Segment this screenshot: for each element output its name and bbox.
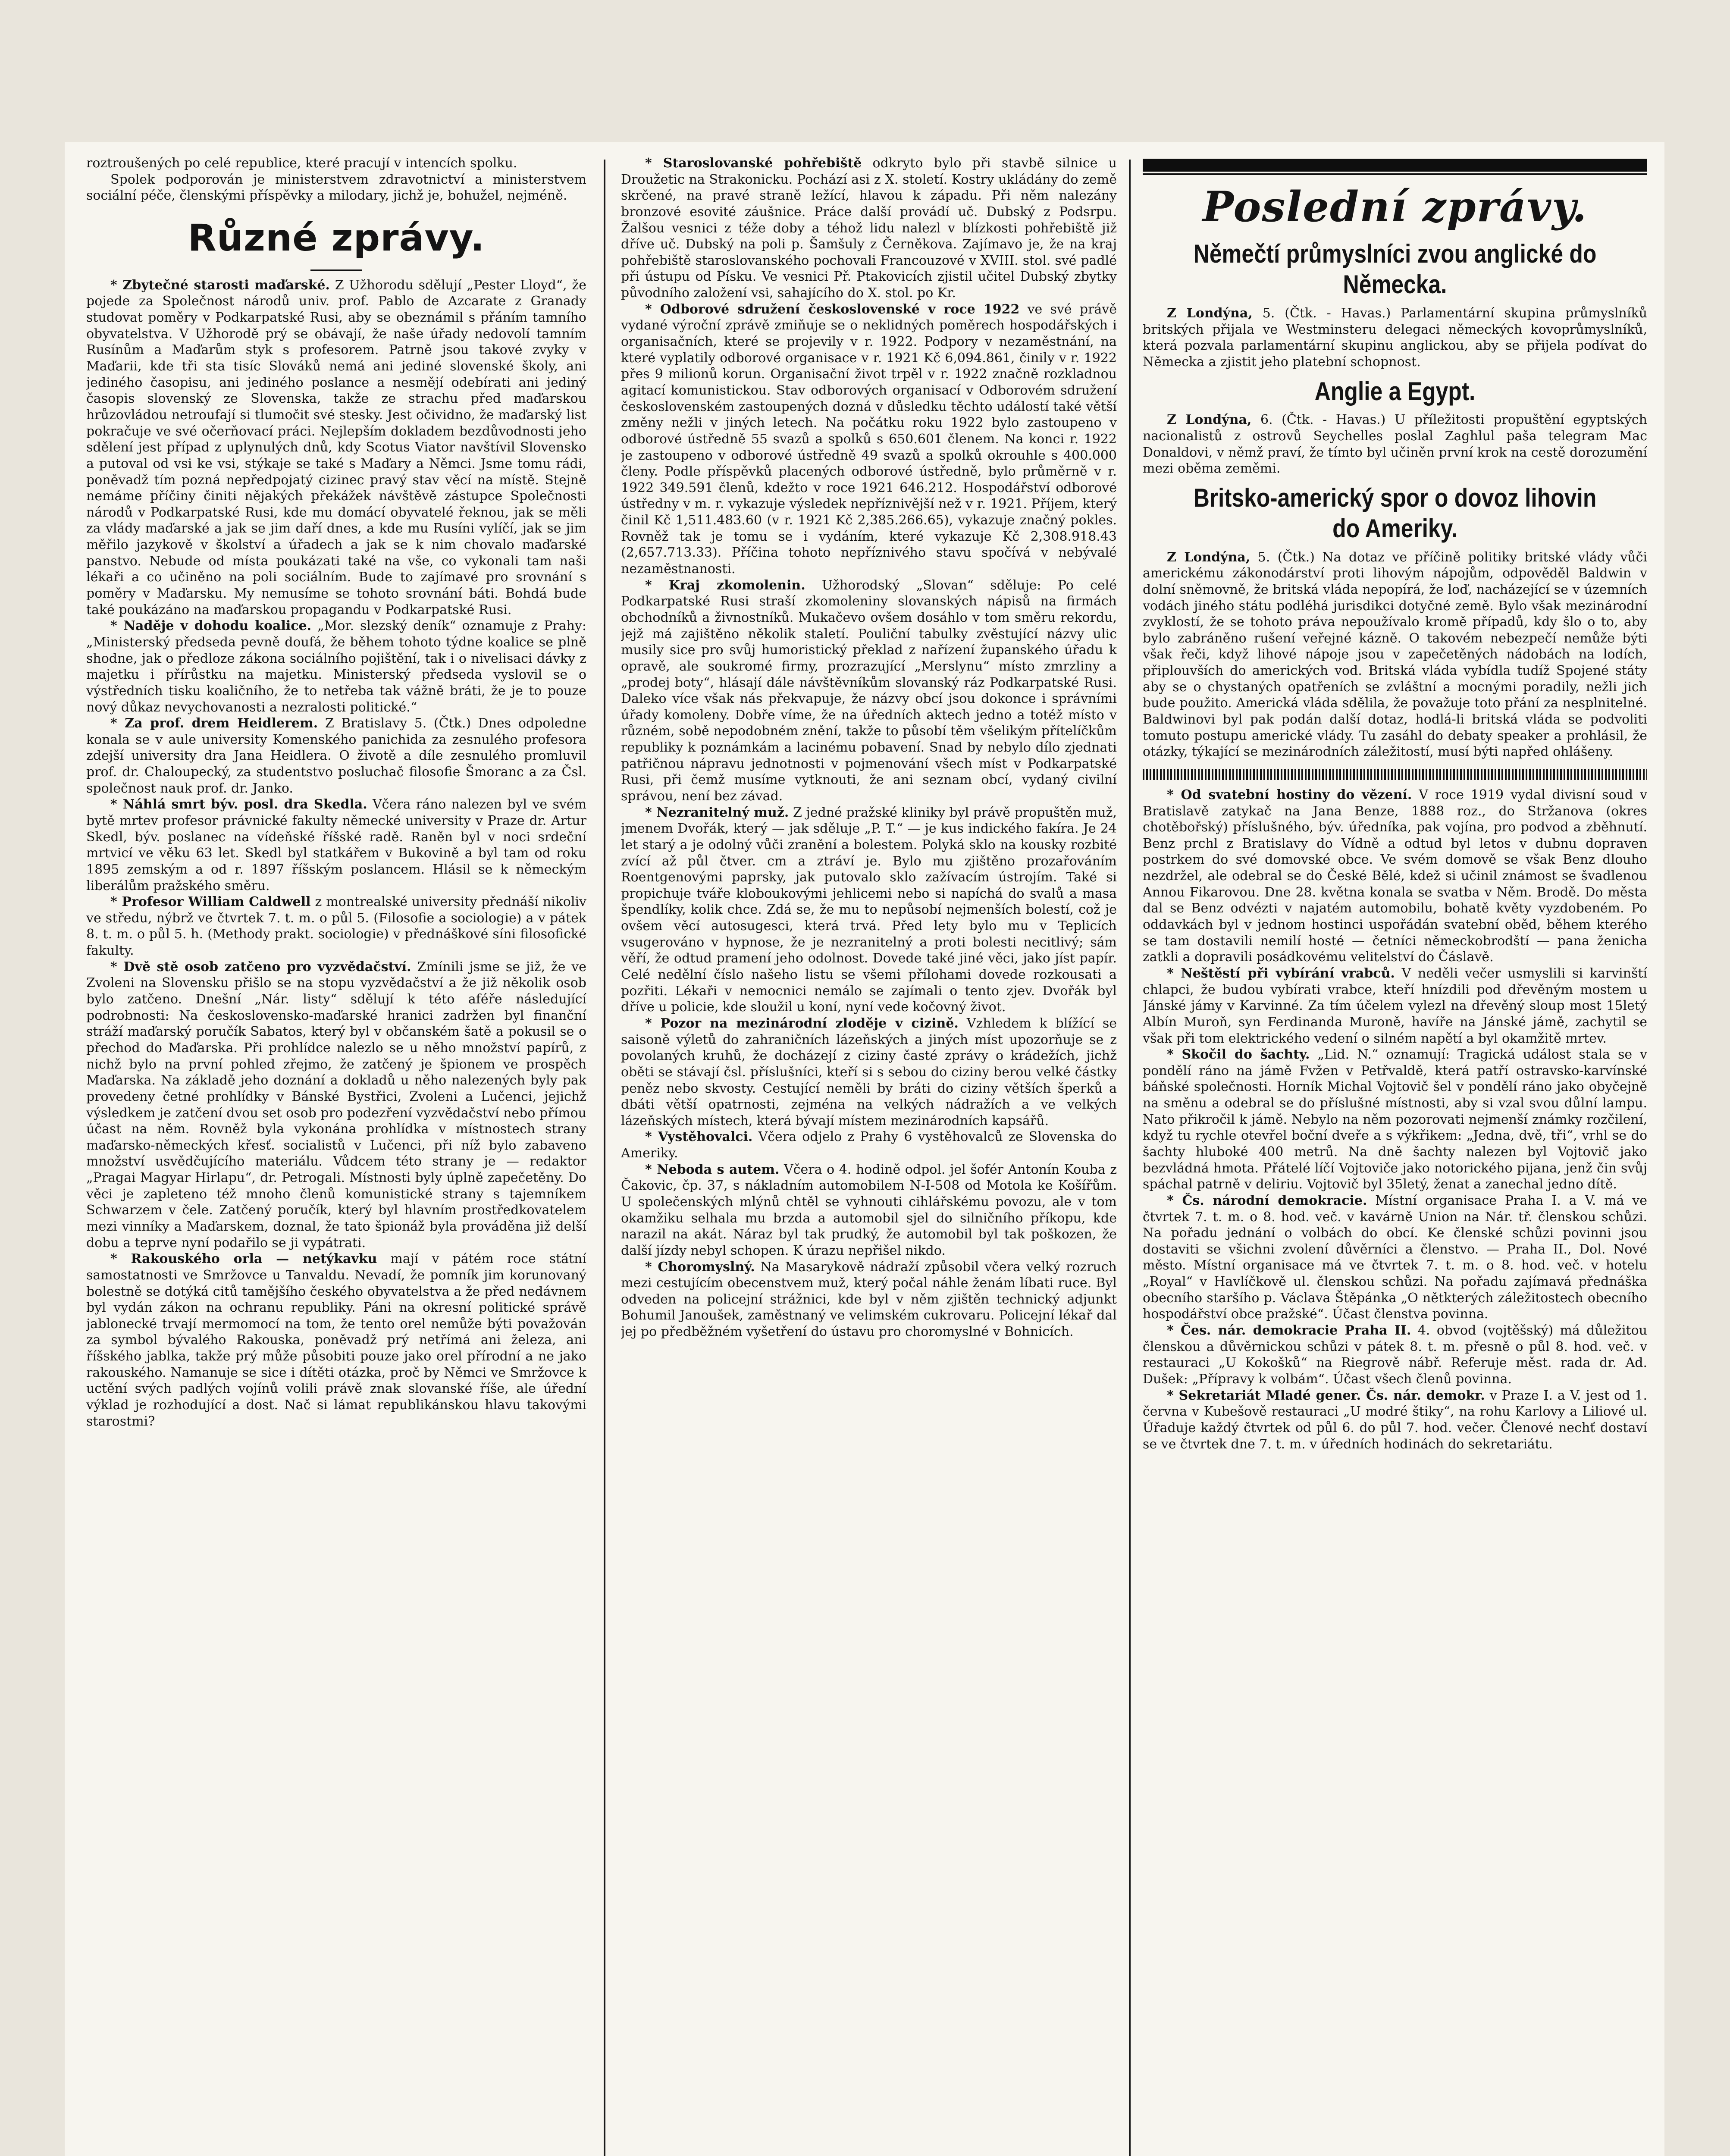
- news-item-text: Z Bratislavy 5. (Čtk.) Dnes odpoledne konala se v aule university Komenského panichida za zesnulého profesora zdejší university dra Jana Heidlera. O životě a díle zesnulého promluvil prof. dr. Chaloupecký, za studentstvo posluchač filosofie Šmoranc a za Čsl. společnost nauk prof. dr. Janko.: [86, 716, 586, 796]
- news-item-text: Místní organisace Praha I. a V. má ve čtvrtek 7. t. m. o 8. hod. več. v kavárně Union na Nár. tř. členskou schůzi. Na pořadu jednání o volbách do obcí. Ke členské schůzi povinni jsou dostaviti se všichni zvolení důvěrníci a členstvo. — Praha II., Dol. Nové město. Místní organisace má ve čtvrtek 7. t. m. o 8. hod. več. v hotelu „Royal“ v Havlíčkově ul. členskou schůzi. Na pořadu zajímavá přednáška obecního staršího p. Václava Štěpánka „O nětkterých záležitostech obecního hospodářství obce pražské“. Účast členstva povinna.: [1143, 1193, 1647, 1322]
- news-item: [1143, 305, 1647, 370]
- column-rule: [604, 160, 605, 2156]
- news-item-text: Z jedné pražské kliniky byl právě propuštěn muž, jmenem Dvořák, který — jak sděluje „P. T.“ — je kus indického fakíra. Je 24 let starý a je odolný vůči zranění a bolestem. Polyká sklo na kousky rozbité zvící až půl čtver. cm a ztráví je. Bylo mu zjištěno prozařováním Roentgenovými paprsky, jak putovalo sklo zažívacím ústrojím. Také si propichuje tváře kloboukovými jehlicemi nebo si napíchá do svalů a masa špendlíky, kolik chce. Zdá se, že mu to nepůsobí nejmenších bolestí, což je ovšem věcí autosugesci, která trvá. Před lety bylo mu v Teplicích vsugerováno v hypnose, že je nezranitelný a proti bolesti necitlivý; sám věří, že odtud pramení jeho odolnost. Dovede také jiné věci, jako jíst papír. Celé nedělní číslo našeho listu se všemi přílohami dovede rozkousati a pozřiti. Lékaři v nemocnici nemálo se zajímali o tento zjev. Dvořák byl dříve u policie, kde sloužil u koní, nyní vede kočovný život.: [621, 805, 1117, 1015]
- news-item: [621, 1162, 1117, 1259]
- news-item-lead: * Sekretariát Mladé gener. Čs. nár. demokr.: [1167, 1388, 1485, 1403]
- masthead-rule-thin: [1143, 173, 1647, 175]
- news-item-text: v Praze I. a V. jest od 1. června v Kubešově restauraci „U modré štiky“, na rohu Karlovy a Liliové ul. Úřaduje každý čtvrtek od půl 6. do půl 7. hod. večer. Členové nechť dostaví se ve čtvrtek dne 7. t. m. v úředních hodinách do sekretariátu.: [1143, 1388, 1647, 1452]
- news-item-lead: * Zbytečné starosti maďarské.: [110, 277, 330, 293]
- news-item-text: Zmínili jsme se již, že ve Zvoleni na Slovensku přišlo se na stopu vyzvědačství a že již několik osob bylo zatčeno. Dnešní „Nár. listy“ sdělují k této aféře následující podrobnosti: Na československo-maďarské hranici zadržen byl finanční stráží maďarský poručík Sabatos, který byl v občanském šatě a pokusil se o přechod do Maďarska. Při prohlídce nalezlo se u něho množství papírů, z nichž bylo na první pohled zřejmo, že zatčený je špionem ve prospěch Maďarska. Na základě jeho doznání a dokladů u něho nalezených byly pak provedeny četné prohlídky v Bánské Bystřici, Zvoleni a Lučenci, jejichž výsledkem je zatčení dvou set osob pro podezření vyzvědačství nebo přímou účast na něm. Rovněž byla vykonána prohlídka v místnostech strany maďarsko-německých křesť. socialistů v Lučenci, při níž bylo zabaveno množství usvědčujícího materiálu. Vůdcem této strany je — redaktor „Pragai Magyar Hirlapu“, dr. Petrogali. Místnosti byly úplně zapečetěny. Do věci je zapleteno též mnoho členů komunistické strany s tajemníkem Schwarzem v čele. Zatčený poručík, který byl hlavním prostředkovatelem mezi vinníky a Maďarskem, doznal, že tato špionáž byla prováděna již delší dobu a teprve nyní podařilo se ji vypátrati.: [86, 959, 586, 1250]
- news-dateline: Z Londýna,: [1167, 306, 1253, 321]
- news-item-text: ve své právě vydané výroční zprávě zmiňuje se o neklidných poměrech hospodářských i organisačních, které se projevily v r. 1922. Podpory v nezaměstnání, na které vyplatily odborové organisace v r. 1921 Kč 6,094.861, činily v r. 1922 přes 9 milionů korun. Organisační život trpěl v r. 1922 značně rozkladnou agitací komunistickou. Stav odborových organisací v Odborovém sdružení československém zastoupených dozná v důsledku těchto událostí také větší změny nežli v jiných letech. Na počátku roku 1922 bylo zastoupeno v odborové ústředně 55 svazů a spolků s 650.601 členem. Na konci r. 1922 je zastoupeno v odborové ústředně 49 svazů a spolků okrouhle s 400.000 členy. Podle příspěvků placených odborové ústředně, bylo průměrně v r. 1922 349.591 členů, kdežto v roce 1921 646.212. Hospodářství odborové ústředny v m. r. vykazuje výsledek nepříznivější než v r. 1921. Příjem, který činil Kč 1,511.483.60 (v r. 1921 Kč 2,385.266.65), vykazuje značný pokles. Rovněž tak je tomu se i vydáním, které vykazuje Kč 2,308.918.43 (2,657.713.33). Příčina tohoto nepříznivého stavu spočívá v nebývalé nezaměstnanosti.: [621, 301, 1117, 577]
- news-item: [86, 1251, 586, 1429]
- news-item-text: 5. (Čtk. - Havas.) Parlamentární skupina průmyslníků britských přijala ve Westminsteru delegaci německých kovoprůmyslníků, která pozvala parlamentární skupinu anglickou, aby se přijela podívat do Německa a zjistit jeho platební schopnost.: [1143, 306, 1647, 370]
- news-item: [621, 577, 1117, 805]
- news-item-text: V roce 1919 vydal divisní soud v Bratislavě zatykač na Jana Benze, 1888 roz., do Stržanova (okres chotěbořský) příslušného, býv. úředníka, pak vojína, pro podvod a zběhnutí. Benz prchl z Bratislavy do Vídně a odtud byl letos v dubnu dopraven postrkem do své domovské obce. Ve svém domově se však Benz dlouho nezdržel, ale odebral se do České Bělé, kdež si učinil známost se švadlenou Annou Fikarovou. Dne 28. května konala se svatba v Něm. Brodě. Do města dal se Benz odvézti v najatém automobilu, bohatě květy vyzdobeném. Po oddavkách byl v jednom hostinci uspořádán svatební oběd, během kterého se tam dostavili nemilí hosté — četníci německobrodští — pana ženicha zatkli a dopravili posádkovému velitelství do Čáslavě.: [1143, 787, 1647, 965]
- news-item-lead: * Neboda s autem.: [645, 1162, 780, 1177]
- news-headline: Britsko-americký spor o dovoz lihovin do Ameriky.: [1193, 483, 1597, 543]
- news-item-lead: * Od svatební hostiny do vězení.: [1167, 787, 1412, 802]
- news-item-text: „Lid. N.“ oznamují: Tragická událost stala se v pondělí ráno na jámě Fvžen v Petřvaldě, která patří ostravsko-karvínské báňské společnosti. Horník Michal Vojtovič šel v pondělí ráno jako obyčejně na směnu a odebral se do příslušné místnosti, aby si vzal svou důlní lampu. Nato přikročil k jámě. Nebylo na něm pozorovati nejmenší známky rozčilení, když tu rychle otevřel boční dveře a s výkřikem: „Jedna, dvě, tři“, vrhl se do šachty hluboké 400 metrů. Na dně šachty nalezen byl Vojtovič jako bezvládná hmota. Přátelé líčí Vojtoviče jako notorického pijana, jenž čin svůj spáchal patrně v deliriu. Vojtovič byl 35letý, ženat a zanechal jedno dítě.: [1143, 1047, 1647, 1192]
- news-item-text: z montrealské university přednáší nikoliv ve středu, nýbrž ve čtvrtek 7. t. m. o půl 5. (Filosofie a sociologie) a v pátek 8. t. m. o půl 5. h. (Methody prakt. sociologie) v přednáškové síni filosofické fakulty.: [86, 894, 586, 959]
- section-title: Různé zprávy.: [188, 216, 485, 260]
- latest-news-masthead: Poslední zprávy.: [1202, 182, 1588, 231]
- news-item-lead: * Odborové sdružení československé v roce 1922: [645, 301, 1020, 317]
- intro-paragraph: roztroušených po celé republice, které pracují v intencích spolku.: [86, 156, 517, 171]
- news-item: [621, 805, 1117, 1015]
- news-item-text: Včera o 4. hodině odpol. jel šofér Antonín Kouba z Čakovic, čp. 37, s nákladním automobilem N-I-508 od Motola ke Košířům. U společenských mlýnů chtěl se vyhnouti cihlářskému povozu, ale v tom okamžiku selhala mu brzda a automobil sjel do silničního příkopu, kde narazil na akát. Náraz byl tak prudký, že automobil byl tak poškozen, že další jízdy nebyl schopen. K úrazu nepřišel nikdo.: [621, 1162, 1117, 1258]
- news-item-lead: * Dvě stě osob zatčeno pro vyzvědačství.: [110, 959, 411, 975]
- news-item-text: Vzhledem k blížící se saisoně výletů do zahraničních lázeňských a jiných míst upozorňuje se z povolaných kruhů, že docházejí z ciziny časté zprávy o krádežích, jichž oběti se stávají čsl. příslušníci, kteří si s sebou do ciziny berou velké částky peněz nebo skvosty. Cestující neměli by bráti do ciziny větších šperků a dbáti větší opatrnosti, zejména na velkých nádražích a ve velkých lázeňských místech, která bývají místem mezinárodních kapsářů.: [621, 1015, 1117, 1128]
- news-item-lead: * Neštěstí při vybírání vrabců.: [1167, 965, 1395, 981]
- news-item-lead: * Vystěhovalci.: [645, 1129, 753, 1145]
- newspaper-page: [65, 142, 1664, 2156]
- news-item: [1143, 1047, 1647, 1193]
- column-rule: [1129, 160, 1131, 2156]
- news-item-text: Včera odjelo z Prahy 6 vystěhovalců ze Slovenska do Ameriky.: [621, 1129, 1117, 1161]
- news-item: [1143, 1193, 1647, 1322]
- news-item: [86, 715, 586, 796]
- news-item-lead: * Staroslovanské pohřebiště: [645, 156, 862, 171]
- news-item-text: 4. obvod (vojtěšský) má důležitou členskou a důvěrnickou schůzi v pátek 8. t. m. přesně o půl 8. hod. več. v restauraci „U Kokošků“ na Riegrově nábř. Referuje měst. rada dr. Ad. Dušek: „Přípravy k volbám“. Účast všech členů povinna.: [1143, 1323, 1647, 1387]
- news-item: [621, 301, 1117, 577]
- section-divider-hatched: [1143, 769, 1647, 780]
- news-dateline: Z Londýna,: [1167, 412, 1252, 428]
- news-item-lead: * Náhlá smrt býv. posl. dra Skedla.: [110, 797, 367, 812]
- news-item-text: Užhorodský „Slovan“ sděluje: Po celé Podkarpatské Rusi straší zkomoleniny slovanských nápisů na firmách obchodníků a živnostníků. Mukačevo ovšem dosáhlo v tom směru rekordu, jejž má zajištěno několik staletí. Pouliční tabulky zvěstující názvy ulic musily sice pro svůj humoristický překlad z nařízení županského úřadu k opravě, ale soukromé firmy, prozrazující „Merslynu“ místo zmrzliny a „prodej boty“, hlásají dále návštěvníkům slovanský ráz Podkarpatské Rusi. Daleko více však nás překvapuje, že názvy obcí jsou dokonce i správními úřady komoleny. Dobře víme, že na úředních aktech jedno a totéž místo v různém, sobě nepodobném znění, takže to působí těm všelikým přítelíčkům republiky k poznámkám a lacinému pobavení. Snad by nebylo dílo zjednati patřičnou nápravu jednotnosti v pojmenování všech míst v Podkarpatské Rusi, při čemž musíme vytknouti, že ani seznam obcí, vydaný civilní správou, není bez závad.: [621, 577, 1117, 804]
- news-item: [1143, 412, 1647, 477]
- news-headline: Němečtí průmyslníci zvou anglické do Německa.: [1193, 239, 1597, 299]
- column-3: [1143, 155, 1647, 2156]
- news-item: [86, 959, 586, 1251]
- news-item: [1143, 787, 1647, 965]
- section-divider: [310, 270, 362, 271]
- news-item-lead: * Kraj zkomolenin.: [645, 577, 805, 593]
- news-item-lead: * Pozor na mezinárodní zloděje v cizině.: [645, 1015, 959, 1031]
- intro-paragraph: Spolek podporován je ministerstvem zdravotnictví a ministerstvem sociální péče, členskými příspěvky a milodary, jichž je, bohužel, nejméně.: [86, 172, 586, 204]
- news-item-lead: * Rakouského orla — netýkavku: [110, 1251, 377, 1267]
- news-item: [86, 894, 586, 959]
- news-item-lead: * Čs. národní demokracie.: [1167, 1193, 1367, 1208]
- news-item-text: Z Užhorodu sdělují „Pester Lloyd“, že pojede za Společnost národů univ. prof. Pablo de Azcarate z Granady studovat poměry v Podkarpatské Rusi, aby se obeznámil s přáním tamního obyvatelstva. V Užhorodě prý se obávají, že naše úřady nedovolí tamním Rusínům a Maďarům styk s profesorem. Patrně jsou takové zvyky v Maďarii, kde tři sta tisíc Slováků nemá ani jediné slovenské školy, ani jediného časopisu, ani jediného poslance a nesmějí odebírati ani jediný časopis slovenský ze Slovenska, takže ze strachu před maďarskou hrůzovládou netroufají si tlumočit své stesky. Jest očividno, že maďarský list pokračuje ve své očerňovací práci. Nejlepším dokladem bezdůvodnosti jeho sdělení jest případ z uplynulých dnů, kdy Scotus Viator navštívil Slovensko a putoval od vsi ke vsi, stýkaje se také s Maďary a Němci. Jsme tomu rádi, poněvadž tím pozná nepředpojatý cizinec pravý stav věcí na místě. Stejně nemáme příčiny činiti nějakých překážek návštěvě zástupce Společnosti národů v Podkarpatské Rusi, kde mu domácí obyvatelé řeknou, jak se měli za vlády maďarské a jak se jim daří dnes, a kde mu Rusíni vylíčí, jak se jim měřilo jazykově v školství a úřadech a jak se k nim chovalo maďarské panstvo. Nebude od místa poukázati také na vše, co vykonali tam naši lékaři a co učiněno na poli sociálním. Bude to zajímavé pro srovnání s poměry v Maďarsku. My nemusíme se tohoto srovnání báti. Bohdá bude také poukázáno na maďarskou propagandu v Podkarpatské Rusi.: [86, 277, 586, 617]
- masthead-rule: [1143, 159, 1647, 172]
- news-item: [1143, 549, 1647, 760]
- news-item-text: Na Masarykově nádraží způsobil včera velký rozruch mezi cestujícím obecenstvem muž, který počal náhle ženám líbati ruce. Byl odveden na policejní strážnici, kde byl v něm zjištěn technický adjunkt Bohumil Janoušek, zaměstnaný ve velimském cukrovaru. Policejní lékař dal jej po předběžném vyšetření do ústavu pro choromyslné v Bohnicích.: [621, 1259, 1117, 1340]
- news-item-text: 6. (Čtk. - Havas.) U příležitosti propuštění egyptských nacionalistů z ostrovů Seychelles poslal Zaghlul paša telegram Mac Donaldovi, v němž praví, že tímto byl učiněn první krok na cestě dorozumění mezi oběma zeměmi.: [1143, 412, 1647, 476]
- news-item-lead: * Čes. nár. demokracie Praha II.: [1167, 1323, 1411, 1338]
- column-2: [621, 155, 1117, 2156]
- news-item-lead: * Za prof. drem Heidlerem.: [110, 716, 318, 731]
- news-item-text: V neděli večer usmyslili si karvinští chlapci, že budou vybírati vrabce, kteří hnízdili pod dřevěným mostem u Jánské jámy v Karvinné. Za tím účelem vylezl na dřevěný sloup most 15letý Albín Muroň, syn Ferdinanda Muroně, havíře na Jánské jámě, zachytil se však při tom elektrického vedení o silném napětí a byl okamžitě mrtev.: [1143, 965, 1647, 1046]
- news-dateline: Z Londýna,: [1167, 549, 1250, 565]
- news-item: [1143, 1388, 1647, 1453]
- news-item: [86, 796, 586, 894]
- news-item-text: „Mor. slezský deník“ oznamuje z Prahy: „Ministerský předseda pevně doufá, že během tohoto týdne koalice se plně shodne, jak o předloze zákona sociálního pojištění, tak i o nivelisaci dávky z majetku i přírůstku na majetku. Ministerský předseda vyslovil se o výstředních tisku koaličního, že to netřeba tak vážně bráti, že je to pouze nový důkaz nevychovanosti a nezralosti politické.“: [86, 618, 586, 715]
- news-item-text: odkryto bylo při stavbě silnice u Droužetic na Strakonicku. Pochází asi z X. století. Kostry ukládány do země skrčené, na pravé straně ležící, hlavou k západu. Při něm nalezány bronzové esovité záušnice. Práce další provádí uč. Dubský z Podsrpu. Žalšou vesnici z téže doby a téhož lidu nalezl v blízkosti pohřebiště již dříve uč. Dubský na poli p. Šamšuly z Černěkova. Zajímavo je, že na kraj pohřebiště staroslovanského pochovali Francouzové v XVIII. stol. své padlé při ústupu od Písku. Ve vesnici Př. Ptakovicích zjistil učitel Dubský zbytky původního založení vsi, sahajícího do X. stol. po Kr.: [621, 156, 1117, 301]
- column-1: [86, 155, 586, 2156]
- news-headline: Anglie a Egypt.: [1314, 376, 1476, 406]
- news-item-lead: * Naděje v dohodu koalice.: [110, 618, 312, 634]
- news-item: [86, 618, 586, 715]
- news-item-lead: * Nezranitelný muž.: [645, 805, 789, 820]
- news-item-text: 5. (Čtk.) Na dotaz ve příčině politiky britské vlády vůči americkému zákonodárství proti lihovým nápojům, odpověděl Baldwin v dolní sněmovně, že britská vláda nepopírá, že loď, nacházející se v územních vodách jiného státu podléhá jurisdikci dotyčné země. Bylo však mezinárodní zvyklostí, že se tohoto práva nepoužívalo kromě případů, kdy šlo o to, aby bylo zabráněno rušení veřejné kázně. O takovém nebezpečí nemůže býti však řeči, když lihové nápoje jsou v zapečetěných nádobách na lodích, připlouvších do amerických vod. Britská vláda vybídla tudíž Spojené státy aby se o chystaných opatřeních se zvláštní a mocnými poradily, nežli jich bude použito. Americká vláda sdělila, že považuje toto přání za nesplnitelné. Baldwinovi byl pak podán další dotaz, hodlá-li britská vláda se podvoliti tomuto postupu americké vlády. Tu zasáhl do debaty speaker a prohlásil, že otázky, týkající se mezinárodních záležitostí, musí býti napřed ohlášeny.: [1143, 549, 1647, 760]
- news-item-lead: * Skočil do šachty.: [1167, 1047, 1310, 1062]
- news-item: [621, 1129, 1117, 1161]
- news-item: [1143, 1322, 1647, 1388]
- news-item: [621, 1015, 1117, 1129]
- news-item: [86, 277, 586, 618]
- news-item: [621, 1259, 1117, 1340]
- news-item-lead: * Profesor William Caldwell: [110, 894, 311, 910]
- news-item-text: Včera ráno nalezen byl ve svém bytě mrtev profesor právnické fakulty německé university v Praze dr. Artur Skedl, býv. poslanec na vídeňské říšské radě. Raněn byl v noci srdeční mrtvicí ve věku 63 let. Skedl byl statkářem v Bukovině a byl tam od roku 1895 zemským a od r. 1897 říšským poslancem. Hlásil se k německým liberálům pražského směru.: [86, 797, 586, 893]
- news-item: [1143, 965, 1647, 1047]
- news-item-text: mají v pátém roce státní samostatnosti ve Smržovce u Tanvaldu. Nevadí, že pomník jim korunovaný bolestně se dotýká citů tamějšího českého obyvatelstva a že před nedávnem byl vydán zákon na ochranu republiky. Páni na okresní politické správě jablonecké trvají mermomocí na tom, že tento orel nemůže býti považován za symbol bývalého Rakouska, poněvadž prý netřímá ani železa, ani říšského jablka, takže prý může působiti pouze jako orel přírodní a ne jako rakouského. Namanuje se sice i dítěti otázka, proč by Němci ve Smržovce k uctění svých padlých vojínů volili právě znak slovanské říše, ale úřední výklad je rozhodující a dost. Nač si lámat republikánskou hlavu takovými starostmi?: [86, 1251, 586, 1429]
- news-item: [621, 155, 1117, 301]
- news-item-lead: * Choromyslný.: [645, 1259, 755, 1275]
